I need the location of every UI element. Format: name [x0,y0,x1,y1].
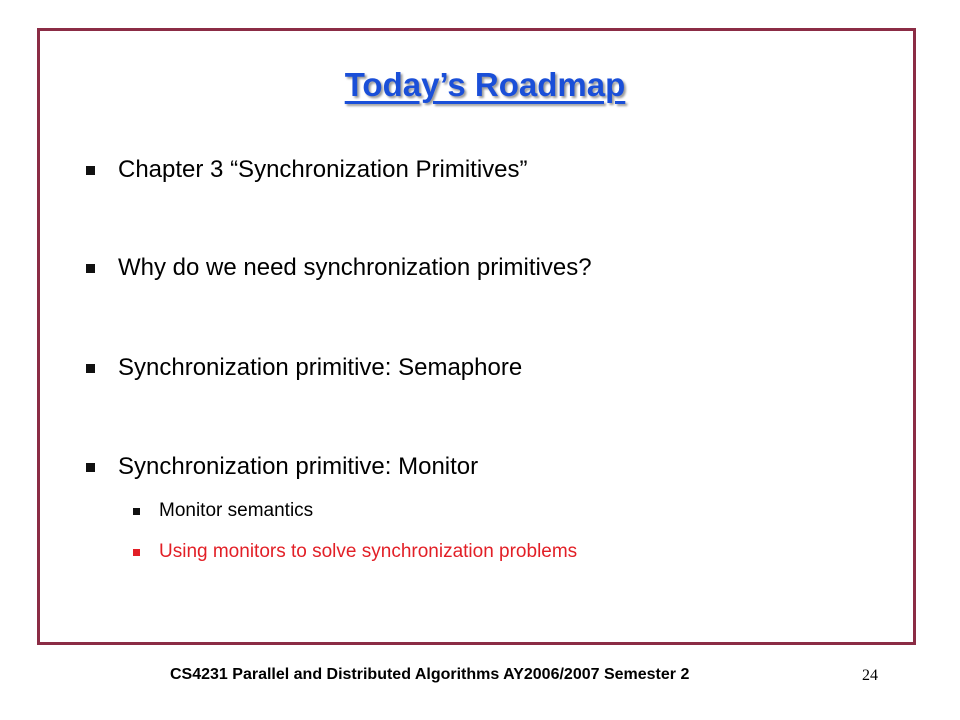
sub-bullet-text: Monitor semantics [159,500,314,521]
bullet-text: Synchronization primitive: Semaphore [118,354,523,381]
footer-course-info: CS4231 Parallel and Distributed Algorithms AY2006/2007 Semester 2 [170,666,690,683]
bullet-text: Synchronization primitive: Monitor [118,453,479,480]
square-bullet-icon [86,166,95,175]
square-bullet-icon [86,264,95,273]
bullet-text: Why do we need synchronization primitives? [118,254,592,281]
square-bullet-icon [133,549,140,556]
square-bullet-icon [86,364,95,373]
bullet-item [86,354,522,382]
square-bullet-icon [86,463,95,472]
slide-title: Today’s Roadmap [344,66,626,103]
square-bullet-icon [133,508,140,515]
sub-bullet-item-highlighted [133,541,577,563]
page-number: 24 [862,667,878,684]
bullet-item [86,453,478,481]
sub-bullet-item [133,500,313,522]
bullet-text: Chapter 3 “Synchronization Primitives” [118,156,528,183]
bullet-item [86,254,592,282]
bullet-item [86,156,528,184]
sub-bullet-text: Using monitors to solve synchronization problems [159,541,578,562]
